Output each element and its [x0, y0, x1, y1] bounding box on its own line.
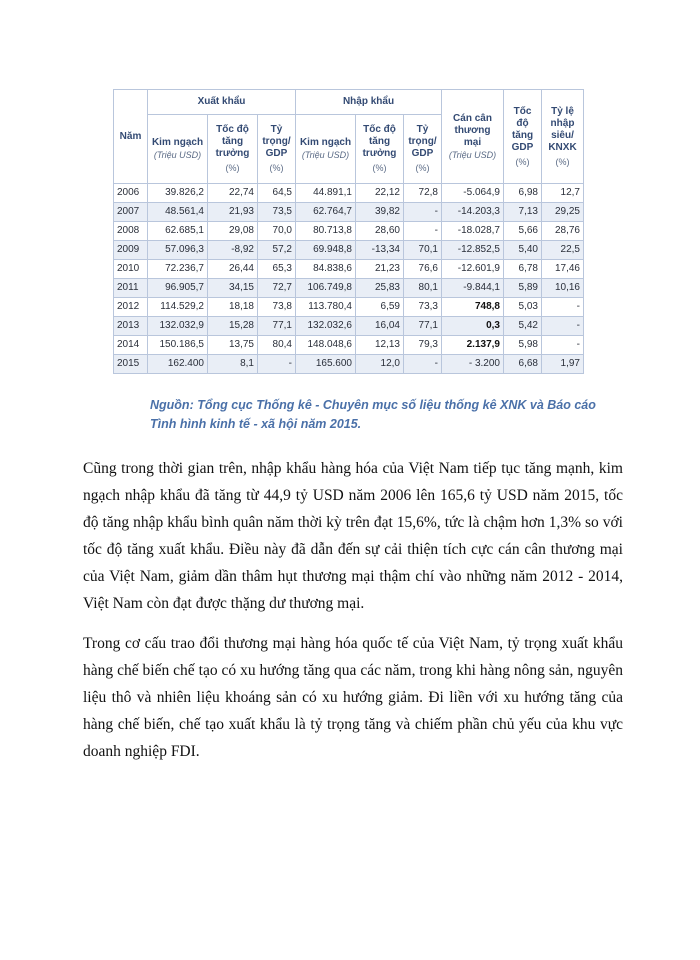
cell-year: 2008: [114, 222, 148, 241]
cell-ex-value: 48.561,4: [148, 203, 208, 222]
cell-im-value: 106.749,8: [296, 279, 356, 298]
cell-im-share: 77,1: [404, 317, 442, 336]
header-import-group: Nhập khẩu: [296, 90, 442, 115]
cell-ex-share: 70,0: [258, 222, 296, 241]
cell-im-share: 73,3: [404, 298, 442, 317]
cell-ex-value: 132.032,9: [148, 317, 208, 336]
cell-ex-growth: 18,18: [208, 298, 258, 317]
table-row: [114, 355, 584, 374]
cell-im-growth: 12,0: [356, 355, 404, 374]
cell-im-growth: 16,04: [356, 317, 404, 336]
cell-im-value: 165.600: [296, 355, 356, 374]
header-balance: Cán cân thương mại (Triệu USD): [442, 90, 504, 184]
table-row: [114, 222, 584, 241]
cell-im-growth: 39,82: [356, 203, 404, 222]
cell-im-share: -: [404, 203, 442, 222]
cell-balance: - 3.200: [442, 355, 504, 374]
cell-year: 2009: [114, 241, 148, 260]
header-import-share: Tỷ trọng/ GDP (%): [404, 115, 442, 184]
cell-ex-share: 64,5: [258, 184, 296, 203]
cell-year: 2007: [114, 203, 148, 222]
cell-gdp: 5,03: [504, 298, 542, 317]
cell-ex-value: 96.905,7: [148, 279, 208, 298]
cell-im-value: 69.948,8: [296, 241, 356, 260]
cell-year: 2013: [114, 317, 148, 336]
cell-im-share: 79,3: [404, 336, 442, 355]
cell-im-share: 72,8: [404, 184, 442, 203]
cell-im-share: 80,1: [404, 279, 442, 298]
header-export-group: Xuất khẩu: [148, 90, 296, 115]
cell-ex-value: 57.096,3: [148, 241, 208, 260]
cell-ex-share: 57,2: [258, 241, 296, 260]
trade-statistics-table: [113, 89, 584, 374]
cell-ex-growth: 21,93: [208, 203, 258, 222]
cell-ex-share: 77,1: [258, 317, 296, 336]
cell-gdp: 5,40: [504, 241, 542, 260]
cell-im-value: 80.713,8: [296, 222, 356, 241]
header-import-growth: Tốc độ tăng trưởng (%): [356, 115, 404, 184]
cell-ex-value: 114.529,2: [148, 298, 208, 317]
cell-ex-share: 73,5: [258, 203, 296, 222]
cell-im-share: -: [404, 355, 442, 374]
cell-year: 2012: [114, 298, 148, 317]
cell-ex-growth: -8,92: [208, 241, 258, 260]
cell-balance: -9.844,1: [442, 279, 504, 298]
cell-balance: -5.064,9: [442, 184, 504, 203]
cell-balance: -12.601,9: [442, 260, 504, 279]
cell-year: 2015: [114, 355, 148, 374]
cell-ex-share: -: [258, 355, 296, 374]
cell-im-share: 76,6: [404, 260, 442, 279]
cell-year: 2010: [114, 260, 148, 279]
cell-ex-value: 162.400: [148, 355, 208, 374]
cell-ratio: 1,97: [542, 355, 584, 374]
cell-ex-growth: 13,75: [208, 336, 258, 355]
table-body: [114, 184, 584, 374]
cell-ex-value: 62.685,1: [148, 222, 208, 241]
cell-gdp: 5,42: [504, 317, 542, 336]
cell-ex-share: 65,3: [258, 260, 296, 279]
cell-ratio: 28,76: [542, 222, 584, 241]
paragraph-structure: Trong cơ cấu trao đổi thương mại hàng hóa quốc tế của Việt Nam, tỷ trọng xuất khẩu hàng chế biến chế tạo có xu hướng tăng qua các năm, trong khi hàng nông sản, nguyên liệu thô và nhiên liệu khoáng sản có xu hướng giảm. Đi liền với xu hướng tăng của hàng chế biến, chế tạo xuất khẩu là tỷ trọng tăng và chiếm phần chủ yếu của khu vực doanh nghiệp FDI.: [83, 635, 623, 760]
cell-im-value: 148.048,6: [296, 336, 356, 355]
cell-ratio: 10,16: [542, 279, 584, 298]
cell-im-share: 70,1: [404, 241, 442, 260]
paragraph-imports: Cũng trong thời gian trên, nhập khẩu hàng hóa của Việt Nam tiếp tục tăng mạnh, kim ngạch nhập khẩu đã tăng từ 44,9 tỷ USD năm 2006 lên 165,6 tỷ USD năm 2015, tốc độ tăng nhập khẩu bình quân năm thời kỳ trên đạt 15,6%, tức là chậm hơn 1,3% so với tốc độ tăng xuất khẩu. Điều này đã dẫn đến sự cải thiện tích cực cán cân thương mại của Việt Nam, giảm dần thâm hụt thương mại thậm chí vào những năm 2012 - 2014, Việt Nam còn đạt được thặng dư thương mại.: [83, 460, 623, 612]
header-gdp-growth: Tốc độ tăng GDP (%): [504, 90, 542, 184]
cell-im-value: 132.032,6: [296, 317, 356, 336]
cell-im-share: -: [404, 222, 442, 241]
trade-table-container: [113, 89, 583, 374]
cell-ex-value: 150.186,5: [148, 336, 208, 355]
cell-im-value: 62.764,7: [296, 203, 356, 222]
cell-gdp: 6,98: [504, 184, 542, 203]
table-row: [114, 184, 584, 203]
cell-ex-growth: 26,44: [208, 260, 258, 279]
cell-ex-growth: 34,15: [208, 279, 258, 298]
cell-year: 2011: [114, 279, 148, 298]
header-import-value: Kim ngạch (Triệu USD): [296, 115, 356, 184]
cell-im-growth: -13,34: [356, 241, 404, 260]
cell-ex-value: 72.236,7: [148, 260, 208, 279]
cell-balance: 2.137,9: [442, 336, 504, 355]
cell-ex-share: 80,4: [258, 336, 296, 355]
cell-gdp: 5,98: [504, 336, 542, 355]
cell-im-growth: 22,12: [356, 184, 404, 203]
cell-balance: -14.203,3: [442, 203, 504, 222]
cell-im-growth: 21,23: [356, 260, 404, 279]
cell-ratio: -: [542, 317, 584, 336]
table-row: [114, 298, 584, 317]
cell-ratio: -: [542, 336, 584, 355]
cell-ratio: 17,46: [542, 260, 584, 279]
cell-ratio: -: [542, 298, 584, 317]
cell-im-value: 44.891,1: [296, 184, 356, 203]
header-export-growth: Tốc độ tăng trưởng (%): [208, 115, 258, 184]
table-row: [114, 203, 584, 222]
table-row: [114, 279, 584, 298]
cell-balance: -18.028,7: [442, 222, 504, 241]
cell-ratio: 29,25: [542, 203, 584, 222]
cell-balance: 748,8: [442, 298, 504, 317]
header-year: Năm: [114, 90, 148, 184]
cell-ex-value: 39.826,2: [148, 184, 208, 203]
table-row: [114, 317, 584, 336]
source-caption: Nguồn: Tổng cục Thống kê - Chuyên mục số liệu thống kê XNK và Báo cáo Tình hình kinh tế - xã hội năm 2015.: [150, 398, 596, 431]
cell-ex-share: 72,7: [258, 279, 296, 298]
cell-gdp: 6,68: [504, 355, 542, 374]
table-row: [114, 241, 584, 260]
cell-gdp: 6,78: [504, 260, 542, 279]
cell-ex-growth: 22,74: [208, 184, 258, 203]
cell-im-growth: 25,83: [356, 279, 404, 298]
cell-year: 2014: [114, 336, 148, 355]
cell-gdp: 7,13: [504, 203, 542, 222]
cell-gdp: 5,89: [504, 279, 542, 298]
cell-ex-growth: 29,08: [208, 222, 258, 241]
table-row: [114, 260, 584, 279]
header-trade-ratio: Tỷ lệ nhập siêu/ KNXK (%): [542, 90, 584, 184]
cell-year: 2006: [114, 184, 148, 203]
cell-gdp: 5,66: [504, 222, 542, 241]
cell-ratio: 22,5: [542, 241, 584, 260]
cell-ex-share: 73,8: [258, 298, 296, 317]
cell-ex-growth: 15,28: [208, 317, 258, 336]
cell-im-value: 84.838,6: [296, 260, 356, 279]
cell-im-growth: 28,60: [356, 222, 404, 241]
cell-balance: 0,3: [442, 317, 504, 336]
cell-im-value: 113.780,4: [296, 298, 356, 317]
header-export-value: Kim ngạch (Triệu USD): [148, 115, 208, 184]
table-row: [114, 336, 584, 355]
cell-im-growth: 6,59: [356, 298, 404, 317]
cell-balance: -12.852,5: [442, 241, 504, 260]
header-export-share: Tỷ trọng/ GDP (%): [258, 115, 296, 184]
cell-im-growth: 12,13: [356, 336, 404, 355]
cell-ratio: 12,7: [542, 184, 584, 203]
cell-ex-growth: 8,1: [208, 355, 258, 374]
